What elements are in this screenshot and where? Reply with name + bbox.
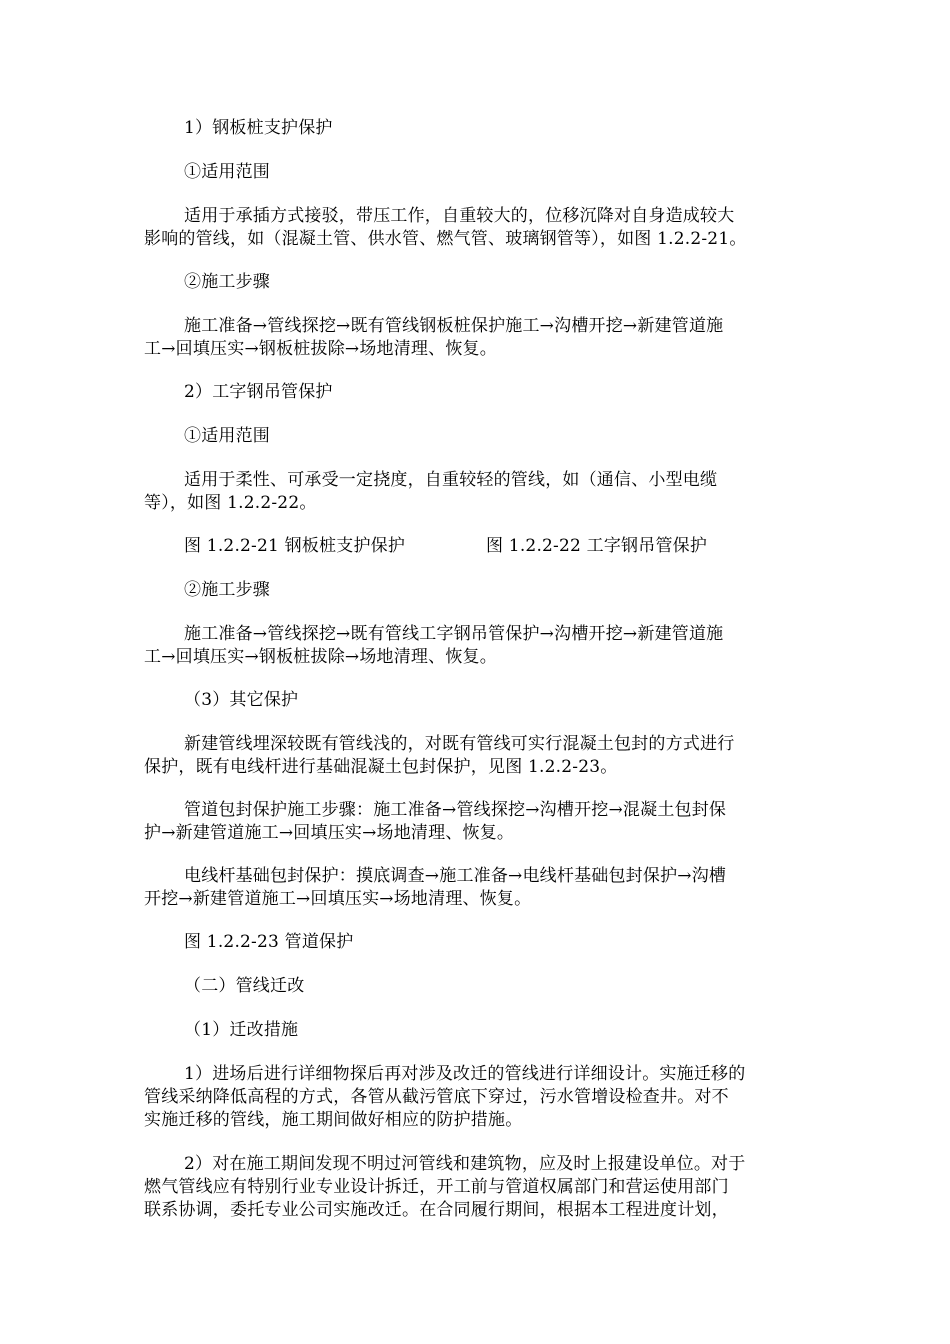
paragraph-line: 施工准备→管线探挖→既有管线工字钢吊管保护→沟槽开挖→新建管道施 [184,624,724,644]
paragraph-line: 影响的管线，如（混凝土管、供水管、燃气管、玻璃钢管等），如图 1.2.2-21。 [144,229,747,249]
paragraph-line: 保护，既有电线杆进行基础混凝土包封保护，见图 1.2.2-23。 [144,757,618,777]
paragraph-line: 等），如图 1.2.2-22。 [144,493,317,513]
paragraph-line: 燃气管线应有特别行业专业设计拆迁，开工前与管道权属部门和营运使用部门 [144,1177,729,1197]
heading-other-protection: （3）其它保护 [184,690,299,710]
paragraph-line: 适用于柔性、可承受一定挠度，自重较轻的管线，如（通信、小型电缆 [184,470,718,490]
paragraph-line: 开挖→新建管道施工→回填压实→场地清理、恢复。 [144,889,532,909]
subheading-scope: ①适用范围 [184,426,270,446]
paragraph-line: 管线采纳降低高程的方式，各管从截污管底下穿过，污水管增设检查井。对不 [144,1087,729,1107]
figure-caption-1-2-2-22: 图 1.2.2-22 工字钢吊管保护 [486,536,708,556]
paragraph-line: 2）对在施工期间发现不明过河管线和建筑物，应及时上报建设单位。对于 [184,1154,746,1174]
heading-i-beam-hanging: 2）工字钢吊管保护 [184,382,333,402]
paragraph-line: 新建管线埋深较既有管线浅的，对既有管线可实行混凝土包封的方式进行 [184,734,735,754]
paragraph-line: 工→回填压实→钢板桩拔除→场地清理、恢复。 [144,339,497,359]
paragraph-line: 管道包封保护施工步骤：施工准备→管线探挖→沟槽开挖→混凝土包封保 [184,800,727,820]
paragraph-line: 适用于承插方式接驳，带压工作，自重较大的，位移沉降对自身造成较大 [184,206,735,226]
paragraph-line: 1）进场后进行详细物探后再对涉及改迁的管线进行详细设计。实施迁移的 [184,1064,746,1084]
paragraph-line: 联系协调，委托专业公司实施改迁。在合同履行期间，根据本工程进度计划， [144,1200,729,1220]
subheading-steps: ②施工步骤 [184,580,270,600]
figure-caption-1-2-2-21: 图 1.2.2-21 钢板桩支护保护 [184,536,406,556]
paragraph-line: 电线杆基础包封保护：摸底调查→施工准备→电线杆基础包封保护→沟槽 [184,866,727,886]
section-heading-pipeline-relocation: （二）管线迁改 [184,976,305,996]
heading-relocation-measures: （1）迁改措施 [184,1020,299,1040]
paragraph-line: 工→回填压实→钢板桩拔除→场地清理、恢复。 [144,647,497,667]
paragraph-line: 护→新建管道施工→回填压实→场地清理、恢复。 [144,823,515,843]
subheading-scope: ①适用范围 [184,162,270,182]
paragraph-line: 实施迁移的管线，施工期间做好相应的防护措施。 [144,1110,523,1130]
paragraph-line: 施工准备→管线探挖→既有管线钢板桩保护施工→沟槽开挖→新建管道施 [184,316,724,336]
heading-steel-sheet-pile: 1）钢板桩支护保护 [184,118,333,138]
subheading-steps: ②施工步骤 [184,272,270,292]
figure-caption-1-2-2-23: 图 1.2.2-23 管道保护 [184,932,354,952]
